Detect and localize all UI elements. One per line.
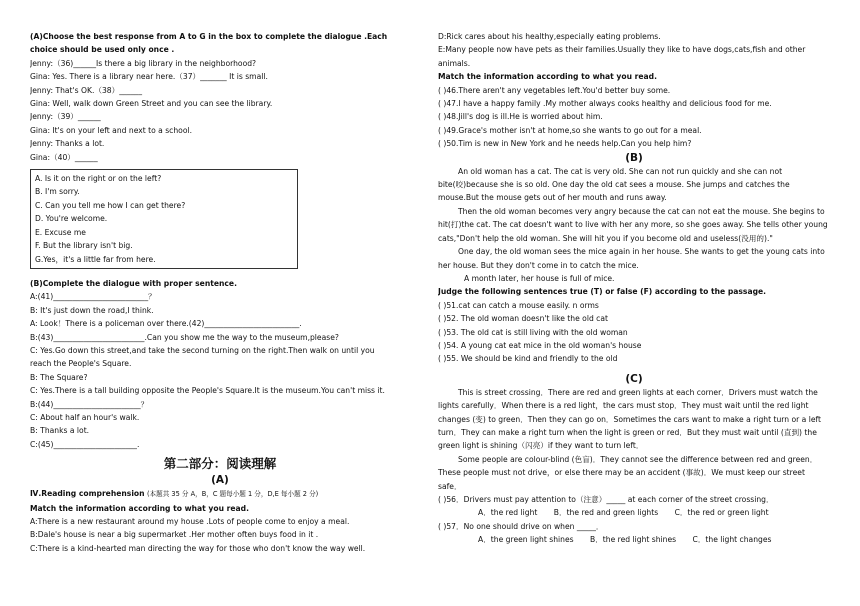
section-b-heading: (B) — [625, 151, 643, 164]
judge-title: Judge the following sentences true (T) or false (F) according to the passage. — [438, 287, 767, 297]
right-column — [438, 30, 830, 547]
match-title: Match the information according to what you read. — [438, 72, 657, 82]
question-item: ( )49.Grace's mother isn't at home,so she wants to go out for a meal. — [438, 125, 702, 135]
match-item: D:Rick cares about his healthy,especially eating problems. — [438, 32, 661, 41]
match-item: E:Many people now have pets as their families.Usually they like to have dogs,cats,fish and other animals. — [438, 45, 806, 68]
dialogue-line: A: Look！There is a policeman over there.(42)_________________________. — [30, 319, 302, 329]
dialogue-line: B:(43)________________________.Can you show me the way to the museum,please? — [30, 332, 339, 342]
reading-note: (本题共 35 分 A，B，C 题每小题 1 分，D,E 每小题 2 分) — [146, 490, 319, 499]
option-item: D. You're welcome. — [35, 214, 108, 224]
section-c-heading: (C) — [625, 372, 643, 385]
choice-a: A．the green light shines — [478, 535, 574, 545]
dialogue-b — [30, 290, 410, 451]
part-two-heading: 第二部分：阅读理解 — [163, 456, 277, 472]
reading-title: Ⅳ.Reading comprehension — [30, 489, 145, 499]
dialogue-line: C:(45)______________________. — [30, 439, 140, 449]
question-item: ( )51.cat can catch a mouse easily. n orms — [438, 300, 599, 310]
dialogue-line: B: It's just down the road,I think. — [30, 305, 154, 315]
dialogue-line: Gina: Yes. There is a library near here.（37）_______ It is small. — [30, 72, 268, 82]
dialogue-line: C: Yes.There is a tall building opposite the People's Square.It is the museum.You can't miss it. — [30, 386, 385, 396]
option-item: A. Is it on the right or on the left? — [35, 174, 162, 184]
dialogue-line: A:(41)_________________________？ — [30, 292, 156, 302]
question-item: ( )50.Tim is new in New York and he needs help.Can you help him? — [438, 139, 692, 149]
choices-56 — [438, 506, 830, 519]
choice-b: B．the red light shines — [590, 535, 677, 545]
passage-b-paragraph: An old woman has a cat. The cat is very old. She can not run quickly and she can not bite(咬)because she is so old. One day the old cat sees a mouse. She jumps and catches the mouse.But the mouse gets out of her mouth and runs away. — [438, 166, 790, 203]
match-item: A:There is a new restaurant around my house .Lots of people come to enjoy a meal. — [30, 517, 350, 526]
question-item: ( )46.There aren't any vegetables left.You'd better buy some. — [438, 85, 671, 95]
question-item: ( )47.I have a happy family .My mother always cooks healthy and delicious food for me. — [438, 99, 772, 109]
dialogue-line: Gina: Well, walk down Green Street and you can see the library. — [30, 99, 273, 109]
choice-c: C．the red or green light — [674, 508, 769, 518]
dialogue-line: Gina:（40）______ — [30, 152, 98, 162]
question-item: ( )48.Jill's dog is ill.He is worried about him. — [438, 112, 603, 122]
dialogue-line: C: About half an hour's walk. — [30, 412, 140, 422]
dialogue-line: B:(44)_______________________？ — [30, 399, 149, 409]
option-item: F. But the library isn't big. — [35, 241, 133, 251]
choice-c: C．the light changes — [692, 535, 772, 545]
dialogue-line: B: Thanks a lot. — [30, 426, 90, 436]
option-item: G.Yes，it's a little far from here. — [35, 254, 156, 264]
passage-b-paragraph: One day, the old woman sees the mice again in her house. She wants to get the young cats into her house. But they don't come in to catch the mice. — [438, 247, 825, 270]
choices-57 — [438, 533, 830, 546]
dialogue-a — [30, 57, 410, 164]
question-item: ( )53. The old cat is still living with the old woman — [438, 327, 628, 337]
match-item: B:Dale's house is near a big supermarket .Her mother often buys food in it . — [30, 530, 319, 540]
option-item: B. I'm sorry. — [35, 187, 80, 197]
dialogue-line: Jenny:（39）______ — [30, 112, 101, 122]
question-item: ( )56．Drivers must pay attention to（注意）_____ at each corner of the street crossing． — [438, 495, 774, 504]
passage-c-paragraph: This is street crossing．There are red and green lights at each corner．Drivers must watch the lights carefully．When there is a red light，the cars must stop．They must wait until the red light changes (变) to green．Then they can go on．Sometimes the cars want to make a right turn or a left turn．They can make a right turn when the light is green or red．But they must wait until (直到) the green light is shining（闪亮）if they want to turn left． — [438, 387, 822, 451]
question-item: ( )52. The old woman doesn't like the old cat — [438, 314, 608, 324]
dialogue-line: C: Yes.Go down this street,and take the second turning on the right.Then walk on until you — [30, 345, 375, 355]
part-a-title: (A)Choose the best response from A to G in the box to complete the dialogue .Each choice should be used only once . — [30, 32, 388, 55]
passage-c-paragraph: Some people are colour-blind (色盲)．They cannot see the difference between red and green．These people must not drive，or else there may be an accident (事故)．We must keep our street safe． — [438, 454, 818, 491]
dialogue-line: reach the People's Square. — [30, 359, 132, 369]
question-item: ( )54. A young cat eat mice in the old woman's house — [438, 340, 642, 350]
option-item: C. Can you tell me how I can get there? — [35, 200, 186, 210]
dialogue-line: Jenny: That's OK.（38）______ — [30, 85, 142, 95]
left-column — [30, 30, 410, 555]
choice-b: B．the red and green lights — [553, 508, 659, 518]
passage-b-paragraph: A month later, her house is full of mice. — [464, 273, 615, 283]
match-title: Match the information according to what you read. — [30, 503, 249, 513]
choice-a: A．the red light — [478, 508, 538, 518]
passage-b-paragraph: Then the old woman becomes very angry because the cat can not eat the mouse. She begins to hit(打)the cat. The cat doesn't want to live with her any more, so she goes away. She tells other young cats,"Don't help the old woman. She will hit you if you become old and useless(没用的)." — [438, 206, 828, 243]
dialogue-line: Gina: It's on your left and next to a school. — [30, 125, 192, 135]
question-item: ( )57．No one should drive on when _____． — [438, 521, 604, 531]
options-box — [30, 169, 298, 269]
section-a-heading: (A) — [211, 474, 229, 487]
part-b-title: (B)Complete the dialogue with proper sentence. — [30, 278, 237, 288]
dialogue-line: B: The Square? — [30, 372, 88, 382]
dialogue-line: Jenny: Thanks a lot. — [30, 139, 105, 149]
question-item: ( )55. We should be kind and friendly to the old — [438, 354, 618, 364]
dialogue-line: Jenny:（36)______Is there a big library in the neighborhood? — [30, 58, 257, 68]
match-item: C:There is a kind-hearted man directing the way for those who don't know the way well. — [30, 543, 366, 553]
option-item: E. Excuse me — [35, 227, 86, 237]
